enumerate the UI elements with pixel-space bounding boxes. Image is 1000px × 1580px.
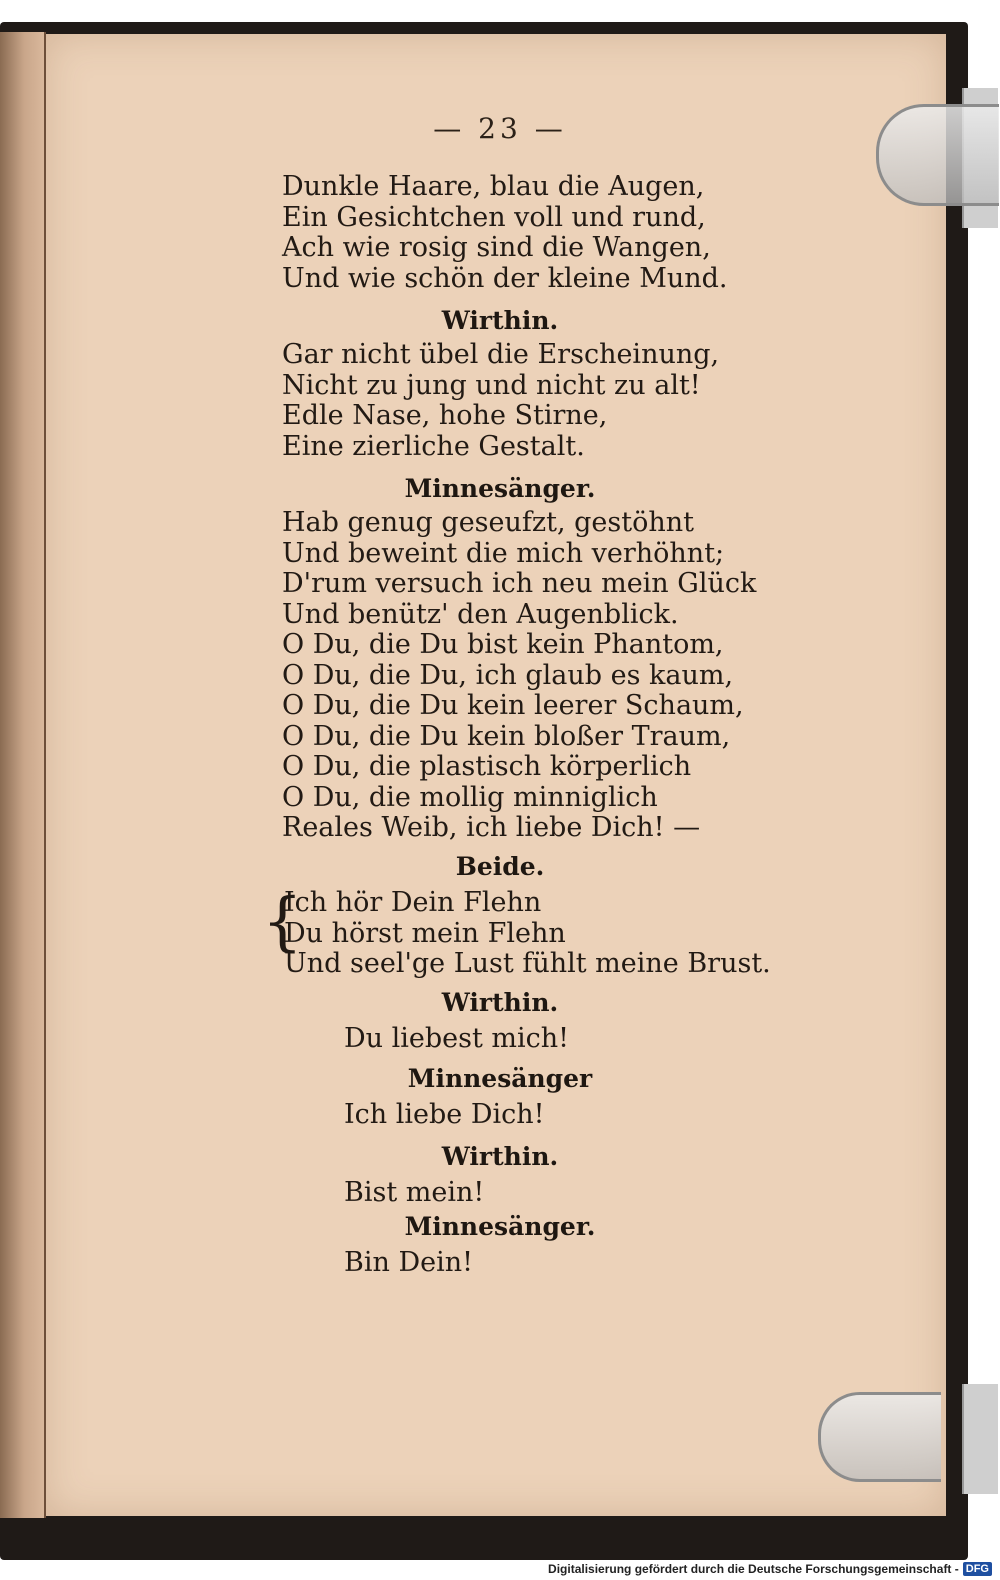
verse-line: Ich liebe Dich! [344,1099,545,1130]
verse-line: D'rum versuch ich neu mein Glück [282,568,757,599]
stanza-opening [282,172,728,294]
stanza-minnesaenger-1 [282,508,756,844]
dfg-logo-icon: DFG [963,1562,992,1576]
verse-line: O Du, die Du kein bloßer Traum, [282,720,731,752]
verse-line: Ach wie rosig sind die Wangen, [282,232,711,263]
verse-line: Du hörst mein Flehn [284,917,566,949]
verse-line: Bin Dein! [344,1247,473,1278]
paper-clip-bottom-icon [818,1392,941,1482]
verse-line: Ein Gesichtchen voll und rund, [282,201,706,233]
speaker-heading: Beide. [455,852,545,881]
verse-line: O Du, die Du kein leerer Schaum, [282,690,744,721]
verse-line: O Du, die Du bist kein Phantom, [282,629,724,660]
verse-line: O Du, die Du, ich glaub es kaum, [282,659,734,691]
speaker-heading: Minnesänger [407,1064,593,1093]
page-number: — 23 — [433,112,567,145]
verse-line: O Du, die mollig minniglich [282,781,658,813]
verse-line: Ich hör Dein Flehn [284,887,542,918]
verse-line: Bist mein! [344,1177,485,1208]
verse-line: Und beweint die mich verhöhnt; [282,537,725,569]
verse-line: Hab genug geseufzt, gestöhnt [282,507,694,538]
verse-line: Gar nicht übel die Erscheinung, [282,339,720,370]
verse-line: Edle Nase, hohe Stirne, [282,400,608,431]
speaker-heading: Minnesänger. [404,1212,596,1241]
verse-line: Du liebest mich! [344,1023,570,1054]
stanza-wirthin-3 [344,1178,484,1209]
verse-line: Reales Weib, ich liebe Dich! — [282,812,701,843]
stanza-minnesaenger-2 [344,1100,545,1131]
stanza-wirthin-1 [282,340,719,462]
verse-line: Und seel'ge Lust fühlt meine Brust. [284,948,771,979]
stanza-beide [284,888,771,980]
speaker-heading: Wirthin. [441,306,559,335]
paper-clip-bottom-bar [962,1384,998,1494]
verse-line: Nicht zu jung und nicht zu alt! [282,369,701,401]
digitization-footer [548,1562,992,1576]
book-spine [0,32,46,1518]
speaker-heading: Minnesänger. [404,474,596,503]
footer-text: Digitalisierung gefördert durch die Deutsche Forschungsgemeinschaft - [548,1562,959,1576]
speaker-heading: Wirthin. [441,988,559,1017]
verse-line: Und benütz' den Augenblick. [282,598,679,630]
verse-line: Und wie schön der kleine Mund. [282,262,728,294]
verse-line: O Du, die plastisch körperlich [282,751,692,782]
stanza-minnesaenger-3 [344,1248,473,1279]
stanza-wirthin-2 [344,1024,569,1055]
speaker-heading: Wirthin. [441,1142,559,1171]
verse-line: Dunkle Haare, blau die Augen, [282,171,705,202]
brace-glyph: { [262,885,303,959]
verse-line: Eine zierliche Gestalt. [282,430,585,462]
